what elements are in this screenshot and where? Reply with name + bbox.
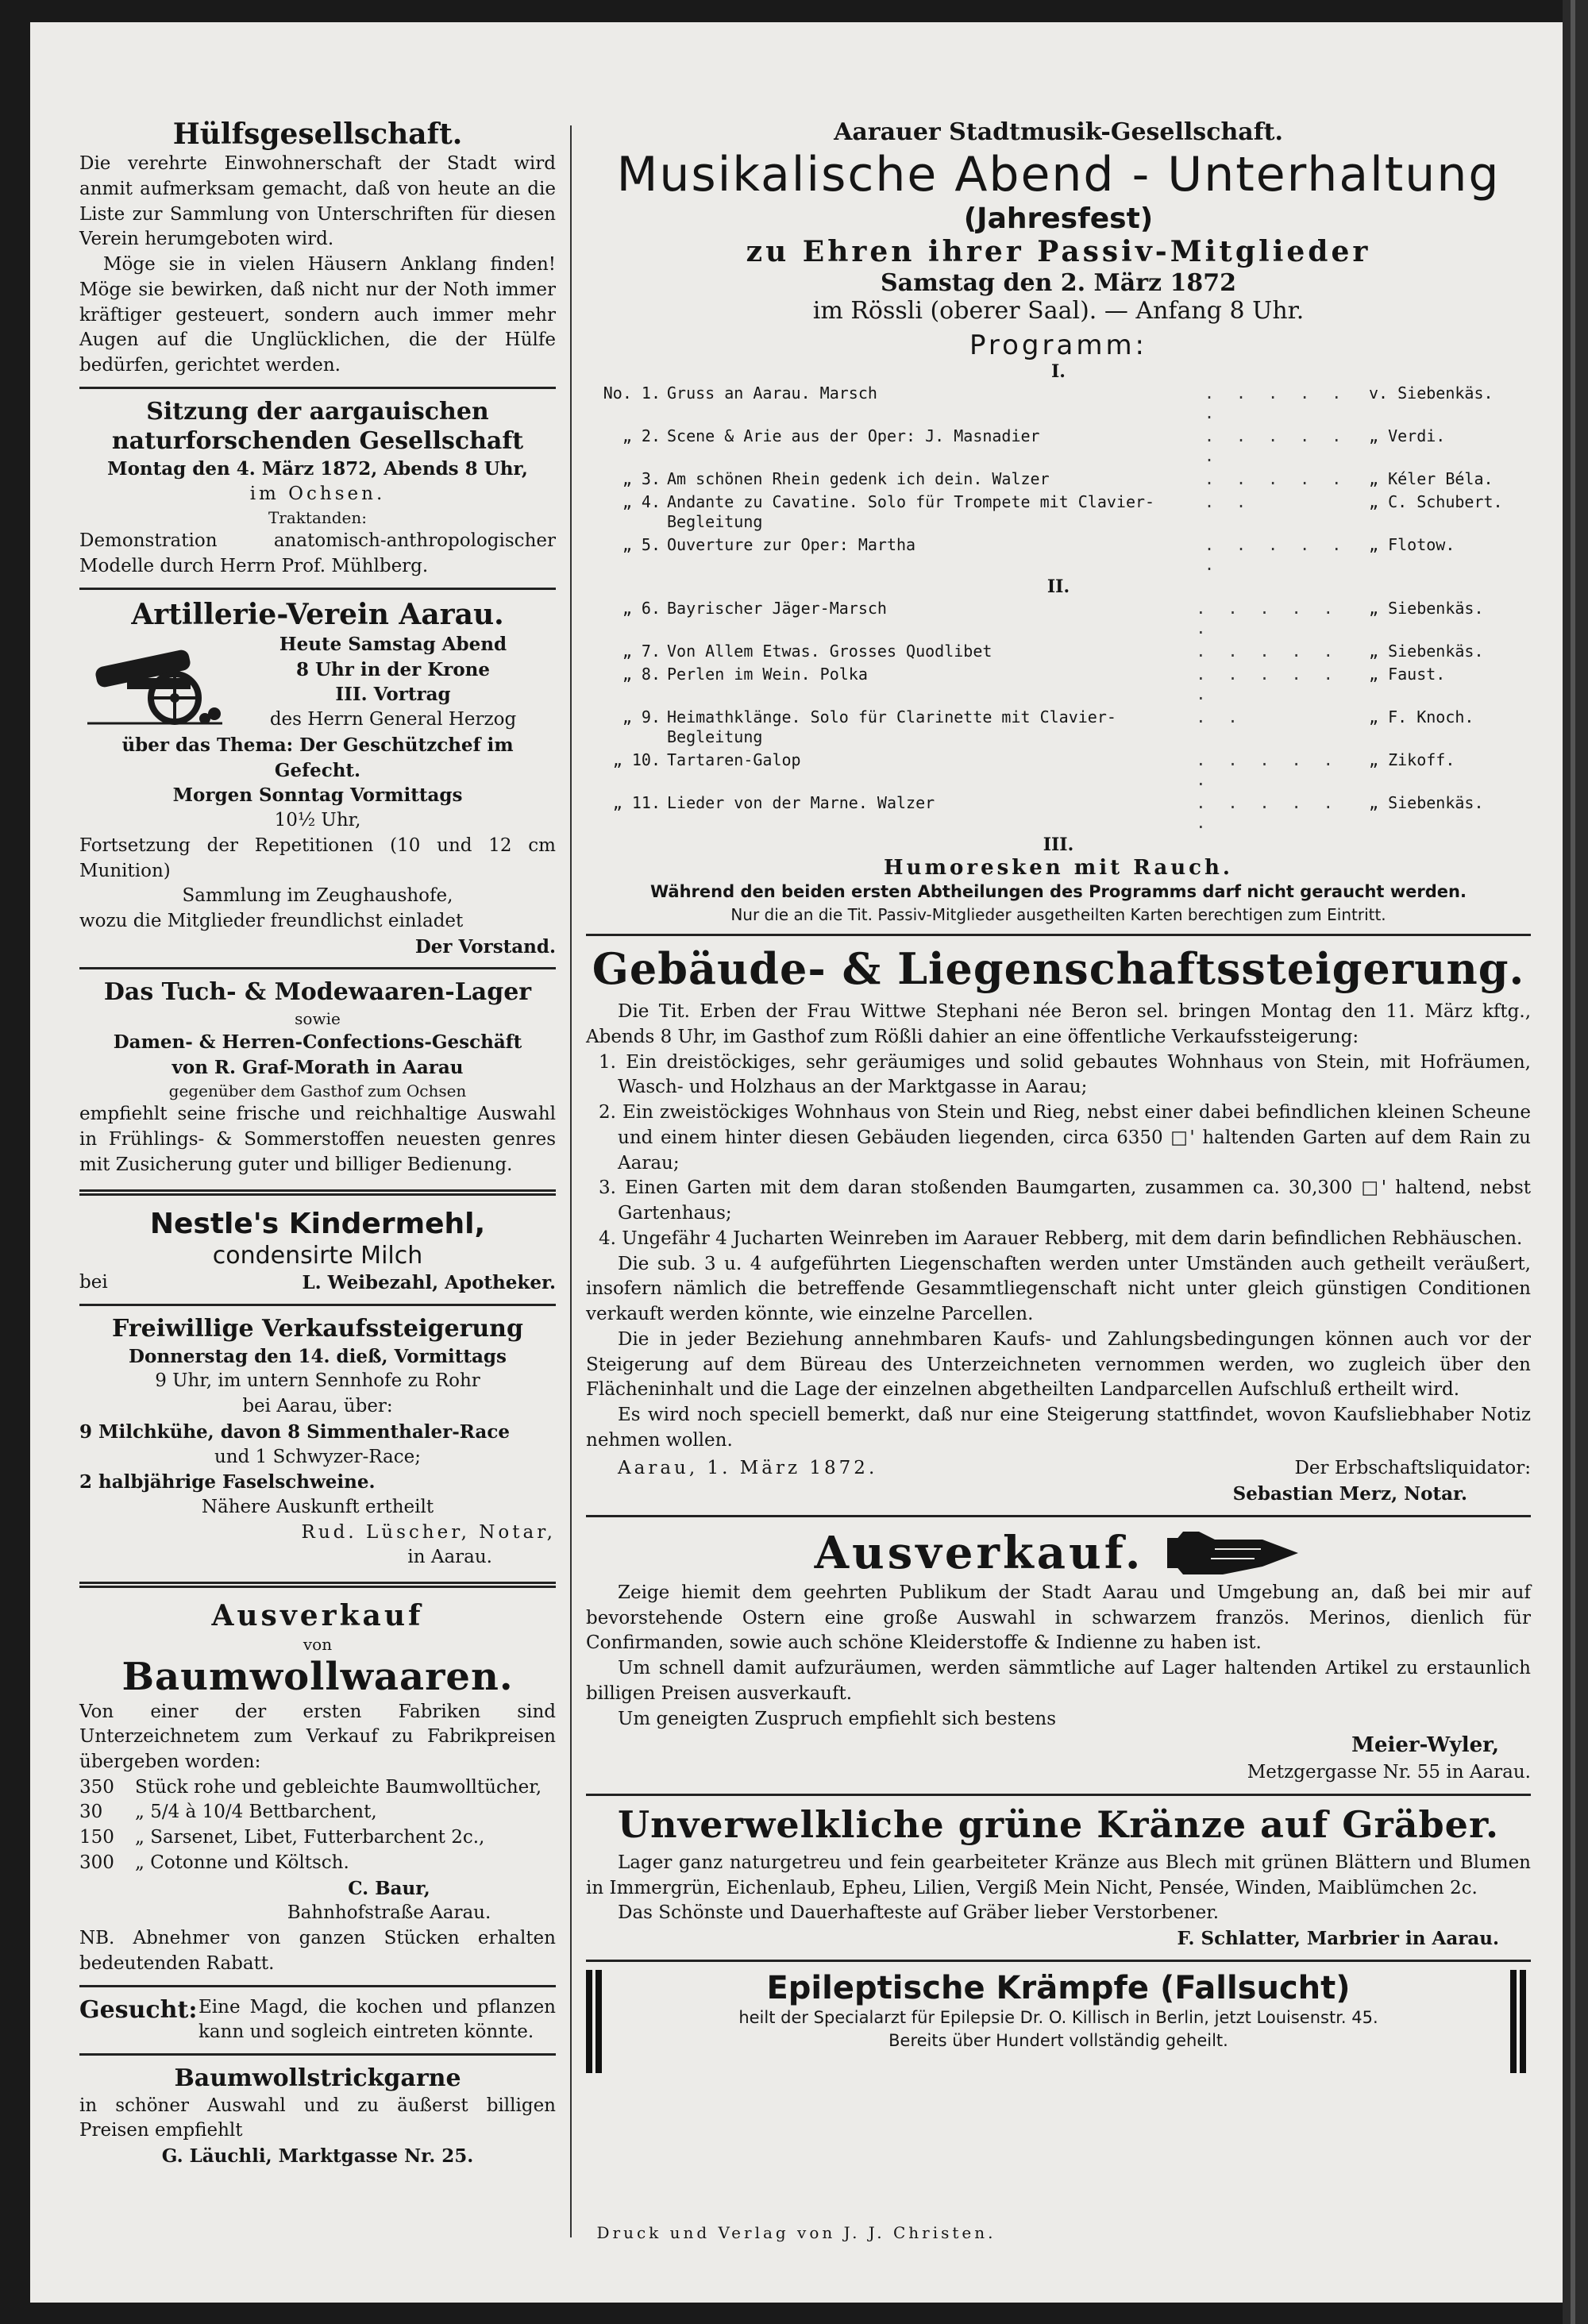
- ad-item: und 1 Schwyzer-Race;: [214, 1446, 422, 1467]
- ad-line: bei Aarau, über:: [242, 1396, 393, 1417]
- ad-text: Demonstration anatomisch-anthropologischer Modelle durch Herrn Prof. Mühlberg.: [79, 530, 556, 576]
- program-num: „ 10.: [612, 750, 661, 769]
- ad-line: Nähere Auskunft ertheilt: [201, 1496, 434, 1517]
- ad-qty: 150: [79, 1827, 114, 1848]
- program-row: „ 5. Ouverture zur Oper: Martha . . . . . . „ Flotow.: [586, 534, 1531, 576]
- ad-signature: G. Läuchli, Marktgasse Nr. 25.: [161, 2145, 474, 2168]
- program-piece: Tartaren-Galop: [667, 750, 801, 769]
- program-num: „ 4.: [622, 491, 661, 511]
- ad-item-row: [79, 1800, 556, 1825]
- ad-title: Baumwollstrickgarne: [174, 2064, 461, 2093]
- scan-edge-line: [1571, 0, 1575, 2324]
- ad-item-row: [79, 1851, 556, 1876]
- ad-gebaeude-liegenschaftssteigerung: [586, 944, 1531, 1507]
- ad-huelfsgesellschaft: [79, 118, 556, 379]
- program-humor: Humoresken mit Rauch.: [884, 855, 1233, 880]
- program-num: No. 1.: [603, 383, 661, 403]
- divider: [586, 934, 1531, 936]
- program-row: „ 9. Heimathklänge. Solo für Clarinette mit Clavier-Begleitung . . „ F. Knoch.: [586, 706, 1531, 749]
- divider: [586, 1515, 1531, 1517]
- ad-line: Sammlung im Zeughaushofe,: [182, 885, 453, 907]
- ad-sign-label: Der Erbschaftsliquidator:: [1294, 1458, 1531, 1479]
- border-bars-right: [1510, 1970, 1531, 2073]
- program-piece: Scene & Arie aus der Oper: J. Masnadier: [667, 426, 1040, 445]
- ad-header: Aarauer Stadtmusik-Gesellschaft.: [834, 118, 1283, 146]
- ad-title: Artillerie-Verein Aarau.: [131, 597, 504, 631]
- ad-kraenze: [586, 1804, 1531, 1952]
- ad-signature: Metzgergasse Nr. 55 in Aarau.: [1247, 1762, 1531, 1783]
- ad-ausverkauf-meier-wyler: [586, 1525, 1531, 1786]
- program-piece: Heimathklänge. Solo für Clarinette mit Clavier-Begleitung: [667, 707, 1116, 746]
- ad-seller: L. Weibezahl, Apotheker.: [302, 1272, 556, 1294]
- ad-gesucht: [79, 1995, 556, 2045]
- ad-item: 4. Ungefähr 4 Jucharten Weinreben im Aarauer Rebberg, mit dem darin befindlichen Rebhäuschen.: [599, 1228, 1523, 1249]
- ad-line: gegenüber dem Gasthof zum Ochsen: [168, 1081, 467, 1101]
- program-composer: „ Kéler Béla.: [1369, 468, 1494, 488]
- program-piece: Bayrischer Jäger-Marsch: [667, 598, 887, 618]
- program-num: „ 7.: [622, 641, 661, 661]
- divider: [586, 1960, 1531, 1962]
- program-row: „ 11. Lieder von der Marne. Walzer . . . . . . „ Siebenkäs.: [586, 792, 1531, 834]
- ad-date: Samstag den 2. März 1872: [881, 268, 1236, 297]
- program-row: „ 8. Perlen im Wein. Polka . . . . . . „ Faust.: [586, 663, 1531, 706]
- ad-line: über das Thema: Der Geschützchef im Gefecht.: [121, 734, 514, 781]
- program-row: „ 4. Andante zu Cavatine. Solo für Trompete mit Clavier-Begleitung . . „ C. Schubert.: [586, 491, 1531, 534]
- program-piece: Perlen im Wein. Polka: [667, 664, 868, 684]
- cannon-icon: [79, 634, 230, 730]
- program-num: „ 8.: [622, 664, 661, 684]
- left-column: [79, 118, 556, 2169]
- ad-text: empfiehlt seine frische und reichhaltige Auswahl in Frühlings- & Sommerstoffen neuesten genres mit Zusicherung guter und billiger Bedienung.: [79, 1104, 556, 1175]
- ad-place: im Ochsen.: [249, 483, 386, 504]
- program-table-1: [586, 382, 1531, 576]
- ad-tuch-modewaaren: [79, 977, 556, 1177]
- ad-title: Gebäude- & Liegenschaftssteigerung.: [592, 943, 1525, 995]
- ad-item-row: [79, 1825, 556, 1851]
- program-section: III.: [1043, 834, 1074, 855]
- divider: [79, 1304, 556, 1306]
- ad-line: des Herrn General Herzog: [269, 709, 517, 730]
- program-num: „ 2.: [622, 426, 661, 445]
- right-column: [586, 118, 1531, 2073]
- program-piece: Ouverture zur Oper: Martha: [667, 534, 916, 554]
- program-piece: Lieder von der Marne. Walzer: [667, 792, 935, 812]
- ad-line: 8 Uhr in der Krone: [295, 658, 491, 680]
- ad-line: Donnerstag den 14. dieß, Vormittags: [129, 1345, 507, 1367]
- ad-seller-line: [79, 1270, 556, 1296]
- divider: [79, 588, 556, 590]
- divider: [79, 2053, 556, 2056]
- program-composer: „ Siebenkäs.: [1369, 792, 1484, 812]
- ad-line: Fortsetzung der Repetitionen (10 und 12 cm Munition): [79, 834, 556, 881]
- divider: [79, 967, 556, 969]
- ad-date: Montag den 4. März 1872, Abends 8 Uhr,: [107, 457, 528, 480]
- program-section: II.: [1046, 576, 1070, 597]
- ad-signature: Rud. Lüscher, Notar,: [301, 1521, 556, 1543]
- ad-signature: C. Baur,: [348, 1877, 430, 1899]
- ad-title: Epileptische Krämpfe (Fallsucht): [766, 1969, 1351, 2006]
- ad-line: 9 Uhr, im untern Sennhofe zu Rohr: [155, 1370, 480, 1392]
- ad-text: Zeige hiemit dem geehrten Publikum der Stadt Aarau und Umgebung an, daß bei mir auf bevorstehende Ostern eine große Auswahl in schwarzem französ. Merinos, dienlich für Confirmanden, sowie auch schöne Kleiderstoffe & Indienne zu haben ist.: [586, 1582, 1531, 1654]
- ad-desc: „ Sarsenet, Libet, Futterbarchent 2c.,: [135, 1827, 485, 1848]
- ad-epileptische-kraempfe: [586, 1970, 1531, 2073]
- ad-note: NB. Abnehmer von ganzen Stücken erhalten bedeutenden Rabatt.: [79, 1928, 556, 1974]
- ad-ausverkauf-baumwollwaaren: [79, 1599, 556, 1976]
- ad-desc: „ Cotonne und Költsch.: [135, 1852, 349, 1873]
- ad-title: Musikalische Abend - Unterhaltung: [616, 146, 1501, 202]
- ad-title: Unverwelkliche grüne Kränze auf Gräber.: [618, 1802, 1499, 1846]
- program-num: „ 5.: [622, 534, 661, 554]
- ad-text: Bereits über Hundert vollständig geheilt.: [888, 2030, 1228, 2050]
- divider: [79, 387, 556, 389]
- ad-title: Hülfsgesellschaft.: [172, 118, 463, 151]
- program-row: „ 3. Am schönen Rhein gedenk ich dein. Walzer . . . . . „ Kéler Béla.: [586, 468, 1531, 491]
- program-section: I.: [1051, 360, 1066, 382]
- ad-note: Nur die an die Tit. Passiv-Mitglieder ausgetheilten Karten berechtigen zum Eintritt.: [730, 905, 1386, 925]
- ad-text: Lager ganz naturgetreu und fein gearbeiteter Kränze aus Blech mit grünen Blättern und Blumen in Immergrün, Eichenlaub, Epheu, Lilien, Vergiß Mein Nicht, Pensée, Winden, Maiblümchen 2c.: [586, 1852, 1531, 1898]
- ad-item-row: [79, 1775, 556, 1801]
- ad-nestle-kindermehl: [79, 1207, 556, 1296]
- ad-signature: Der Vorstand.: [414, 935, 556, 958]
- program-num: „ 9.: [622, 707, 661, 726]
- ad-text: Um schnell damit aufzuräumen, werden sämmtliche auf Lager haltenden Artikel zu erstaunlich billigen Preisen ausverkauft.: [586, 1658, 1531, 1704]
- program-composer: „ Siebenkäs.: [1369, 598, 1484, 618]
- ad-text: Das Schönste und Dauerhafteste auf Gräber lieber Verstorbener.: [618, 1902, 1220, 1924]
- ad-footer-line: [586, 1456, 1531, 1482]
- program-table-2: [586, 597, 1531, 834]
- program-piece: Gruss an Aarau. Marsch: [667, 383, 877, 403]
- ad-line: sowie: [295, 1008, 341, 1028]
- ad-item: 9 Milchkühe, davon 8 Simmenthaler-Race: [79, 1420, 510, 1443]
- program-composer: „ Zikoff.: [1369, 750, 1455, 769]
- ad-line: Morgen Sonntag Vormittags: [172, 784, 463, 807]
- ad-line: von R. Graf-Morath in Aarau: [172, 1056, 464, 1078]
- ad-subtitle: (Jahresfest): [963, 202, 1154, 235]
- ad-qty: 300: [79, 1852, 114, 1873]
- ad-line: von: [303, 1635, 333, 1655]
- ad-signature: Sebastian Merz, Notar.: [1232, 1483, 1467, 1505]
- ad-baumwollstrickgarne: [79, 2064, 556, 2169]
- ad-bei: bei: [79, 1272, 108, 1293]
- divider: [79, 1189, 556, 1196]
- ad-desc: Stück rohe und gebleichte Baumwolltücher,: [135, 1776, 542, 1798]
- ad-line: Heute Samstag Abend: [279, 633, 507, 655]
- ad-text: Die sub. 3 u. 4 aufgeführten Liegenschaften werden unter Umständen auch getheilt veräußert, insofern nämlich die betreffende Gesammtliegenschaft nicht unter gleich günstigen Conditionen verkauft werden könnte, wie einzelne Parcellen.: [586, 1253, 1531, 1325]
- ad-signature: in Aarau.: [407, 1547, 492, 1568]
- ad-qty: 30: [79, 1802, 103, 1823]
- program-piece: Andante zu Cavatine. Solo für Trompete mit Clavier-Begleitung: [667, 491, 1155, 531]
- ad-desc: „ 5/4 à 10/4 Bettbarchent,: [135, 1802, 377, 1823]
- program-composer: „ Siebenkäs.: [1369, 641, 1484, 661]
- program-title: Programm:: [969, 329, 1148, 361]
- ad-line: 10½ Uhr,: [274, 810, 361, 831]
- ad-title: Gesucht:: [79, 1995, 198, 2024]
- border-bars-left: [586, 1970, 607, 2073]
- divider: [79, 1985, 556, 1987]
- ad-note: Während den beiden ersten Abtheilungen des Programms darf nicht geraucht werden.: [650, 882, 1467, 902]
- ad-signature: Bahnhofstraße Aarau.: [287, 1902, 491, 1924]
- ad-text: Von einer der ersten Fabriken sind Unterzeichnetem zum Verkauf zu Fabrikpreisen übergeben worden:: [79, 1701, 556, 1773]
- ad-stadtmusik-konzert: [586, 118, 1531, 926]
- program-num: „ 3.: [622, 468, 661, 488]
- scan-edge: [1563, 0, 1588, 2324]
- newspaper-page: [30, 22, 1563, 2303]
- ad-qty: 350: [79, 1776, 114, 1798]
- divider: [586, 1794, 1531, 1796]
- program-row: „ 2. Scene & Arie aus der Oper: J. Masnadier . . . . . . „ Verdi.: [586, 425, 1531, 468]
- program-num: „ 6.: [622, 598, 661, 618]
- printer-footer: Druck und Verlag von J. J. Christen.: [596, 2223, 996, 2242]
- ad-signature: F. Schlatter, Marbrier in Aarau.: [1177, 1928, 1499, 1950]
- column-divider: [570, 125, 572, 2237]
- ad-title: Freiwillige Verkaufssteigerung: [112, 1315, 523, 1343]
- ad-signature: Meier-Wyler,: [1351, 1733, 1499, 1758]
- ad-place: im Rössli (oberer Saal). — Anfang 8 Uhr.: [812, 296, 1305, 325]
- program-piece: Von Allem Etwas. Grosses Quodlibet: [667, 641, 992, 661]
- ad-big-title: Baumwollwaaren.: [121, 1655, 514, 1700]
- ad-text: Es wird noch speciell bemerkt, daß nur eine Steigerung stattfindet, wovon Kaufsliebhaber Notiz nehmen wollen.: [586, 1405, 1531, 1451]
- program-composer: „ Flotow.: [1369, 534, 1455, 554]
- ad-text: Eine Magd, die kochen und pflanzen kann und sogleich eintreten könnte.: [198, 1996, 556, 2043]
- ad-freiwillige-verkaufssteigerung: [79, 1314, 556, 1571]
- ad-line: III. Vortrag: [335, 684, 451, 706]
- ad-title: Nestle's Kindermehl,: [149, 1207, 486, 1240]
- ad-text: Die in jeder Beziehung annehmbaren Kaufs- und Zahlungsbedingungen können auch vor der Steigerung auf dem Büreau des Unterzeichneten vernommen werden, wo zugleich über den Flächeninhalt und die Lage der einzelnen abgetheilten Landparcellen Aufschluß ertheilt wird.: [586, 1328, 1531, 1401]
- ad-item-list: [79, 1775, 556, 1876]
- ad-naturforschende-gesellschaft: [79, 397, 556, 580]
- ad-item: 2. Ein zweistöckiges Wohnhaus von Stein und Rieg, nebst einer dabei befindlichen kleinen Scheune und einem hinter diesen Gebäuden liegenden, circa 6350 □' haltenden Garten auf dem Rain zu Aarau;: [599, 1102, 1531, 1174]
- program-composer: „ Faust.: [1369, 664, 1446, 684]
- ad-item: 1. Ein dreistöckiges, sehr geräumiges und solid gebautes Wohnhaus von Stein, mit Hofräumen, Wasch- und Holzhaus an der Marktgasse in Aarau;: [599, 1051, 1531, 1098]
- program-row: No. 1. Gruss an Aarau. Marsch . . . . . . v. Siebenkäs.: [586, 382, 1531, 425]
- program-composer: „ Verdi.: [1369, 426, 1446, 445]
- ad-line: Damen- & Herren-Confections-Geschäft: [113, 1031, 522, 1053]
- program-num: „ 11.: [612, 792, 661, 812]
- ad-item: 2 halbjährige Faselschweine.: [79, 1471, 376, 1493]
- ad-artillerie-verein: [79, 598, 556, 960]
- ad-text: Die verehrte Einwohnerschaft der Stadt wird anmit aufmerksam gemacht, daß von heute an die Liste zur Sammlung von Unterschriften für diesen Verein herumgeboten wird.: [79, 153, 556, 250]
- ad-subtitle: zu Ehren ihrer Passiv-Mitglieder: [746, 234, 1371, 268]
- program-row: „ 6. Bayrischer Jäger-Marsch . . . . . . „ Siebenkäs.: [586, 597, 1531, 640]
- ad-label: Traktanden:: [268, 508, 368, 528]
- ad-title: Sitzung der aargauischen naturforschenden Gesellschaft: [111, 397, 524, 456]
- ad-text: in schöner Auswahl und zu äußerst billigen Preisen empfiehlt: [79, 2095, 556, 2141]
- program-composer: „ F. Knoch.: [1369, 707, 1474, 726]
- ad-title: Ausverkauf.: [814, 1526, 1144, 1579]
- ad-text: Um geneigten Zuspruch empfiehlt sich bestens: [618, 1708, 1057, 1729]
- ad-date: Aarau, 1. März 1872.: [618, 1458, 878, 1479]
- program-piece: Am schönen Rhein gedenk ich dein. Walzer: [667, 468, 1050, 488]
- ad-text: heilt der Specialarzt für Epilepsie Dr. O. Killisch in Berlin, jetzt Louisenstr. 45.: [738, 2007, 1378, 2027]
- ad-title: Das Tuch- & Modewaaren-Lager: [103, 978, 532, 1007]
- ad-item: 3. Einen Garten mit dem daran stoßenden Baumgarten, zusammen ca. 30,300 □' haltend, nebst Gartenhaus;: [599, 1177, 1531, 1224]
- ad-title: Ausverkauf: [211, 1599, 424, 1633]
- ad-line: wozu die Mitglieder freundlichst einladet: [79, 911, 464, 931]
- program-row: „ 10. Tartaren-Galop . . . . . . „ Zikoff.: [586, 749, 1531, 792]
- ad-subtitle: condensirte Milch: [212, 1241, 423, 1270]
- program-row: „ 7. Von Allem Etwas. Grosses Quodlibet . . . . . „ Siebenkäs.: [586, 640, 1531, 663]
- program-composer: „ C. Schubert.: [1369, 491, 1503, 511]
- ad-text: Möge sie in vielen Häusern Anklang finden! Möge sie bewirken, daß nicht nur der Noth immer kräftiger gesteuert, sondern auch immer mehr Augen auf die Unglücklichen, die der Hülfe bedürfen, gerichtet werden.: [79, 254, 556, 376]
- pointing-hand-icon: [1167, 1525, 1302, 1581]
- program-composer: v. Siebenkäs.: [1369, 383, 1494, 403]
- ad-text: Die Tit. Erben der Frau Wittwe Stephani née Beron sel. bringen Montag den 11. März kftg., Abends 8 Uhr, im Gasthof zum Rößli dahier an eine öffentliche Verkaufssteigerung:: [586, 1001, 1531, 1047]
- divider: [79, 1582, 556, 1588]
